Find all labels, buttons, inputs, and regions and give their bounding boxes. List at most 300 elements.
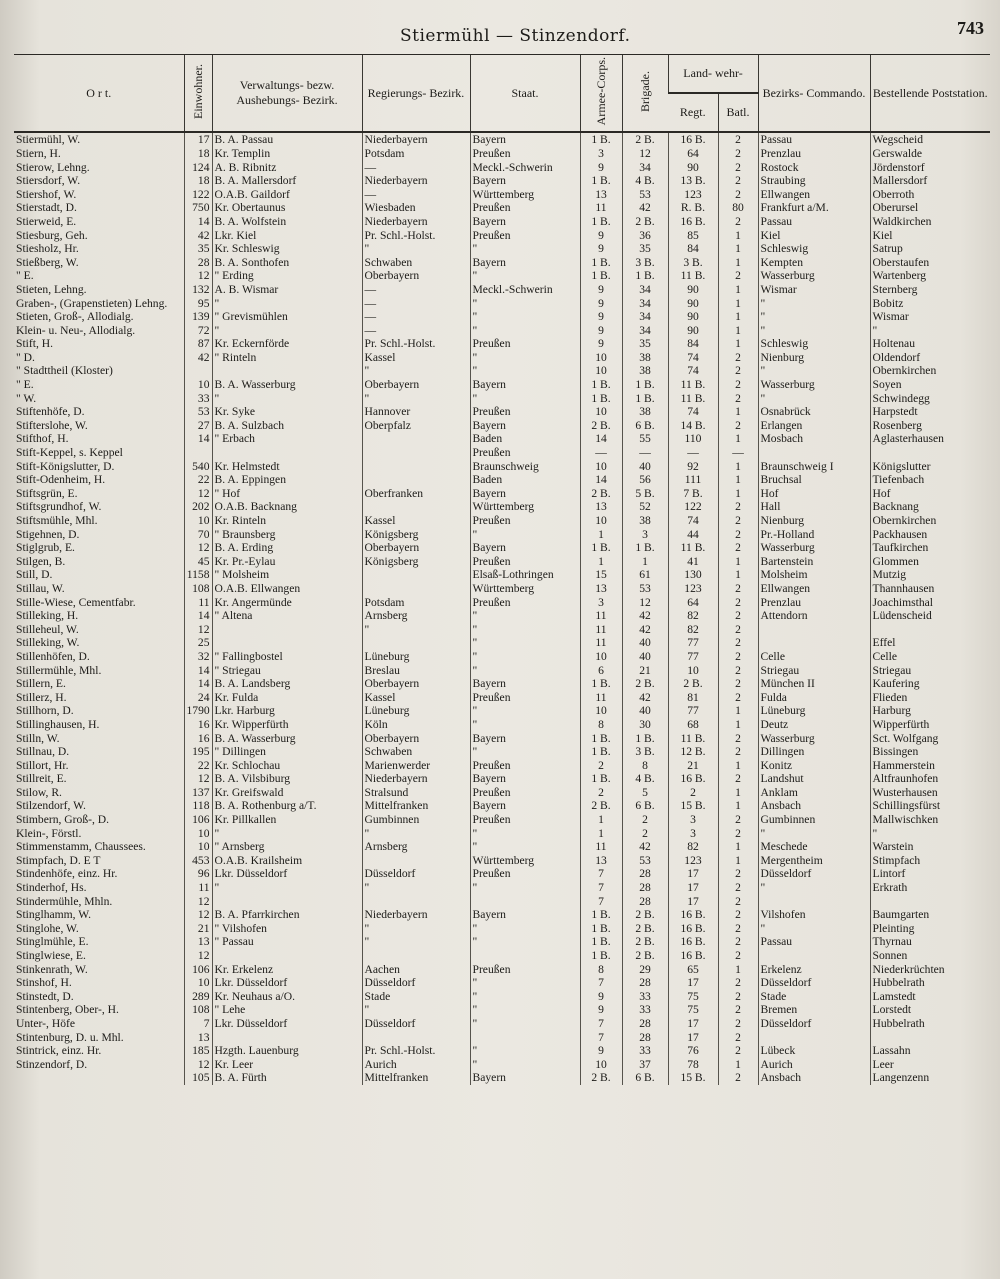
cell-staat: Preußen <box>470 786 580 800</box>
cell-bezirk: Prenzlau <box>758 596 870 610</box>
cell-post: Wipperfürth <box>870 718 990 732</box>
cell-post: Taufkirchen <box>870 541 990 555</box>
cell-regt: 16 B. <box>668 132 718 147</box>
cell-ort: Stille-Wiese, Cementfabr. <box>16 595 136 609</box>
cell-ort: Stiershof, W. <box>16 187 77 201</box>
cell-bezirk: Wasserburg <box>758 541 870 555</box>
cell-batl: 1 <box>718 759 758 773</box>
cell-regierung: Schwaben <box>362 745 470 759</box>
cell-regierung: " <box>362 392 470 406</box>
cell-brigade: 3 B. <box>622 256 668 270</box>
cell-bezirk: Osnabrück <box>758 405 870 419</box>
cell-armee: 9 <box>580 310 622 324</box>
cell-einwohner: 18 <box>184 174 212 188</box>
cell-einwohner: 14 <box>184 663 212 677</box>
cell-ort: Stinstedt, D. <box>16 989 74 1003</box>
cell-batl: 2 <box>718 378 758 392</box>
cell-verwaltung: O.A.B. Backnang <box>212 500 362 514</box>
cell-post: Thyrnau <box>870 935 990 949</box>
cell-post: Backnang <box>870 500 990 514</box>
cell-post: Kiel <box>870 228 990 242</box>
cell-batl: 2 <box>718 419 758 433</box>
cell-regt: 17 <box>668 976 718 990</box>
cell-batl: 1 <box>718 405 758 419</box>
table-row <box>14 827 990 841</box>
table-row <box>14 623 990 637</box>
cell-armee: 10 <box>580 514 622 528</box>
cell-brigade: 2 B. <box>622 132 668 147</box>
cell-brigade: 34 <box>622 324 668 338</box>
cell-einwohner: 95 <box>184 296 212 310</box>
cell-armee: 11 <box>580 201 622 215</box>
cell-armee: 14 <box>580 432 622 446</box>
cell-einwohner: 42 <box>184 351 212 365</box>
cell-batl: 2 <box>718 636 758 650</box>
cell-regierung: Arnsberg <box>362 609 470 623</box>
cell-ort: Stiersdorf, W. <box>16 174 81 188</box>
cell-ort: Stillnau, D. <box>16 745 70 759</box>
cell-regierung: Pr. Schl.-Holst. <box>362 228 470 242</box>
cell-ort: Stilleheul, W. <box>16 622 79 636</box>
cell-regierung: Potsdam <box>362 147 470 161</box>
cell-verwaltung: " Hof <box>212 487 362 501</box>
cell-einwohner: 42 <box>184 228 212 242</box>
cell-verwaltung: A. B. Wismar <box>212 283 362 297</box>
cell-einwohner: 12 <box>184 487 212 501</box>
cell-bezirk: Düsseldorf <box>758 976 870 990</box>
cell-post: Gerswalde <box>870 147 990 161</box>
col-header-armee: Armee-Corps. <box>580 55 622 133</box>
cell-regierung <box>362 568 470 582</box>
cell-regt: 90 <box>668 296 718 310</box>
cell-ort: Stinkenrath, W. <box>16 962 88 976</box>
cell-post: Warstein <box>870 840 990 854</box>
cell-verwaltung: " Altena <box>212 609 362 623</box>
cell-staat: Elsaß-Lothringen <box>470 568 580 582</box>
cell-staat: " <box>470 922 580 936</box>
cell-bezirk: Hall <box>758 500 870 514</box>
cell-post: Schwindegg <box>870 392 990 406</box>
table-row <box>14 840 990 854</box>
cell-staat: Bayern <box>470 419 580 433</box>
cell-batl: 2 <box>718 772 758 786</box>
cell-brigade: 30 <box>622 718 668 732</box>
cell-brigade: 42 <box>622 201 668 215</box>
cell-batl: 2 <box>718 691 758 705</box>
table-row <box>14 242 990 256</box>
cell-regt: 16 B. <box>668 908 718 922</box>
table-row <box>14 908 990 922</box>
cell-verwaltung: Kr. Fulda <box>212 691 362 705</box>
cell-post: Sct. Wolfgang <box>870 731 990 745</box>
cell-regt: 16 B. <box>668 935 718 949</box>
cell-batl: 2 <box>718 677 758 691</box>
table-row <box>14 132 990 147</box>
cell-verwaltung: Kr. Greifswald <box>212 786 362 800</box>
table-row <box>14 541 990 555</box>
cell-bezirk: Vilshofen <box>758 908 870 922</box>
cell-post: Kaufering <box>870 677 990 691</box>
cell-ort: Stimbern, Groß-, D. <box>16 813 110 827</box>
cell-ort: Stinglohe, W. <box>16 921 79 935</box>
cell-armee: 11 <box>580 691 622 705</box>
cell-einwohner: 70 <box>184 528 212 542</box>
cell-staat: Preußen <box>470 147 580 161</box>
cell-ort: " E. <box>16 269 34 283</box>
cell-batl: 2 <box>718 392 758 406</box>
cell-bezirk <box>758 1031 870 1045</box>
table-row <box>14 269 990 283</box>
cell-regt: 17 <box>668 867 718 881</box>
table-row <box>14 174 990 188</box>
cell-regt: 130 <box>668 568 718 582</box>
cell-brigade: 42 <box>622 623 668 637</box>
cell-staat: " <box>470 1017 580 1031</box>
cell-einwohner: 87 <box>184 337 212 351</box>
cell-armee: 8 <box>580 963 622 977</box>
cell-regierung: Stralsund <box>362 786 470 800</box>
cell-batl: 1 <box>718 256 758 270</box>
cell-einwohner: 35 <box>184 242 212 256</box>
cell-ort: Stierweid, E. <box>16 214 77 228</box>
cell-einwohner: 45 <box>184 555 212 569</box>
cell-ort: Stieten, Groß-, Allodialg. <box>16 310 134 324</box>
cell-regt: 78 <box>668 1058 718 1072</box>
cell-post <box>870 895 990 909</box>
cell-verwaltung: Kr. Helmstedt <box>212 460 362 474</box>
cell-regierung: Düsseldorf <box>362 1017 470 1031</box>
cell-post <box>870 623 990 637</box>
cell-brigade: 2 B. <box>622 935 668 949</box>
cell-bezirk: Nienburg <box>758 351 870 365</box>
cell-brigade: 6 B. <box>622 799 668 813</box>
cell-bezirk: Stade <box>758 990 870 1004</box>
table-row <box>14 392 990 406</box>
cell-brigade: 28 <box>622 881 668 895</box>
cell-post: Jördenstorf <box>870 161 990 175</box>
running-head <box>0 18 1000 48</box>
cell-einwohner: 12 <box>184 908 212 922</box>
table-row <box>14 310 990 324</box>
cell-bezirk: Ellwangen <box>758 582 870 596</box>
cell-post: Baumgarten <box>870 908 990 922</box>
cell-ort: Stifthof, H. <box>16 432 69 446</box>
cell-verwaltung: " Erbach <box>212 432 362 446</box>
cell-einwohner: 453 <box>184 854 212 868</box>
col-header-staat: Staat. <box>470 55 580 133</box>
table-row <box>14 990 990 1004</box>
cell-ort: Still, D. <box>16 568 53 582</box>
table-row <box>14 1017 990 1031</box>
table-row <box>14 1003 990 1017</box>
cell-regierung <box>362 854 470 868</box>
cell-regt: 15 B. <box>668 1071 718 1085</box>
cell-einwohner: 14 <box>184 609 212 623</box>
cell-ort: Stinglhamm, W. <box>16 908 92 922</box>
cell-post: Königslutter <box>870 460 990 474</box>
cell-staat: " <box>470 935 580 949</box>
cell-regt: 64 <box>668 147 718 161</box>
cell-einwohner: 53 <box>184 405 212 419</box>
cell-armee: 2 B. <box>580 419 622 433</box>
cell-einwohner: 13 <box>184 1031 212 1045</box>
cell-bezirk: Schleswig <box>758 337 870 351</box>
cell-batl: 2 <box>718 895 758 909</box>
cell-ort: Stindermühle, Mhln. <box>16 894 113 908</box>
cell-verwaltung: Kr. Leer <box>212 1058 362 1072</box>
cell-regierung: Schwaben <box>362 256 470 270</box>
cell-armee: 15 <box>580 568 622 582</box>
cell-brigade: 2 B. <box>622 908 668 922</box>
cell-ort: Stilow, R. <box>16 785 62 799</box>
cell-ort: Stindenhöfe, einz. Hr. <box>16 867 118 881</box>
cell-regt: 2 B. <box>668 677 718 691</box>
cell-regt: 90 <box>668 324 718 338</box>
cell-regt: 74 <box>668 514 718 528</box>
col-header-bezirk: Bezirks- Commando. <box>758 55 870 133</box>
cell-armee: 11 <box>580 840 622 854</box>
cell-einwohner: 12 <box>184 623 212 637</box>
table-row <box>14 609 990 623</box>
cell-verwaltung: " Dillingen <box>212 745 362 759</box>
cell-batl: 1 <box>718 840 758 854</box>
col-header-verwaltung: Verwaltungs- bezw. Aushebungs- Bezirk. <box>212 55 362 133</box>
cell-regt: 122 <box>668 500 718 514</box>
cell-brigade: — <box>622 446 668 460</box>
table-row <box>14 215 990 229</box>
cell-ort: Stift-Odenheim, H. <box>16 473 106 487</box>
table-row <box>14 487 990 501</box>
cell-regt: 77 <box>668 636 718 650</box>
cell-verwaltung: B. A. Wasserburg <box>212 378 362 392</box>
table-row <box>14 324 990 338</box>
cell-batl: — <box>718 446 758 460</box>
cell-batl: 80 <box>718 201 758 215</box>
cell-post: Joachimsthal <box>870 596 990 610</box>
cell-regierung: " <box>362 881 470 895</box>
cell-regierung: Niederbayern <box>362 132 470 147</box>
cell-brigade: 28 <box>622 1031 668 1045</box>
cell-staat: Bayern <box>470 215 580 229</box>
cell-einwohner: 28 <box>184 256 212 270</box>
table-row <box>14 405 990 419</box>
cell-regt: 111 <box>668 473 718 487</box>
cell-staat: Bayern <box>470 174 580 188</box>
cell-bezirk: Aurich <box>758 1058 870 1072</box>
cell-staat: Preußen <box>470 813 580 827</box>
cell-regt: 84 <box>668 337 718 351</box>
cell-post: Hubbelrath <box>870 1017 990 1031</box>
cell-regierung: Aurich <box>362 1058 470 1072</box>
cell-ort: " W. <box>16 391 37 405</box>
cell-staat: Bayern <box>470 772 580 786</box>
cell-regt: 84 <box>668 242 718 256</box>
cell-bezirk: Fulda <box>758 691 870 705</box>
cell-brigade: 61 <box>622 568 668 582</box>
cell-regierung: Stade <box>362 990 470 1004</box>
cell-bezirk: " <box>758 922 870 936</box>
cell-verwaltung: " Passau <box>212 935 362 949</box>
table-row <box>14 759 990 773</box>
cell-verwaltung: B. A. Vilsbiburg <box>212 772 362 786</box>
cell-batl: 2 <box>718 609 758 623</box>
cell-armee: 1 B. <box>580 949 622 963</box>
cell-brigade: 56 <box>622 473 668 487</box>
cell-staat: " <box>470 718 580 732</box>
cell-post: Mutzig <box>870 568 990 582</box>
cell-brigade: 2 <box>622 827 668 841</box>
cell-post: Obernkirchen <box>870 514 990 528</box>
cell-regierung: Mittelfranken <box>362 799 470 813</box>
cell-einwohner: 185 <box>184 1044 212 1058</box>
cell-einwohner: 540 <box>184 460 212 474</box>
col-header-ort: O r t. <box>14 55 184 133</box>
col-header-brigade: Brigade. <box>622 55 668 133</box>
cell-brigade: 53 <box>622 582 668 596</box>
cell-post: Striegau <box>870 663 990 677</box>
cell-brigade: 35 <box>622 337 668 351</box>
cell-brigade: 1 B. <box>622 541 668 555</box>
cell-staat: " <box>470 364 580 378</box>
cell-post: Packhausen <box>870 528 990 542</box>
cell-regierung <box>362 636 470 650</box>
cell-armee: 1 <box>580 555 622 569</box>
cell-ort: Stilleking, H. <box>16 609 79 623</box>
cell-einwohner <box>184 446 212 460</box>
cell-armee: 7 <box>580 895 622 909</box>
cell-regierung <box>362 473 470 487</box>
cell-post: Lamstedt <box>870 990 990 1004</box>
cell-post: Harpstedt <box>870 405 990 419</box>
cell-post: Aglasterhausen <box>870 432 990 446</box>
cell-ort: Stiern, H. <box>16 146 61 160</box>
cell-brigade: 34 <box>622 161 668 175</box>
cell-staat: " <box>470 663 580 677</box>
cell-bezirk: Passau <box>758 935 870 949</box>
cell-staat: " <box>470 392 580 406</box>
cell-batl: 2 <box>718 514 758 528</box>
cell-armee: 10 <box>580 351 622 365</box>
cell-einwohner: 12 <box>184 949 212 963</box>
cell-staat: Meckl.-Schwerin <box>470 161 580 175</box>
cell-post: Hubbelrath <box>870 976 990 990</box>
cell-brigade: 33 <box>622 990 668 1004</box>
cell-einwohner: 12 <box>184 895 212 909</box>
cell-post: Mallersdorf <box>870 174 990 188</box>
cell-ort: Stilleking, W. <box>16 636 80 650</box>
cell-regierung: — <box>362 310 470 324</box>
cell-regt: 3 <box>668 813 718 827</box>
cell-regierung: " <box>362 364 470 378</box>
cell-einwohner: 750 <box>184 201 212 215</box>
col-header-post: Bestellende Poststation. <box>870 55 990 133</box>
cell-batl: 1 <box>718 963 758 977</box>
cell-regierung: Arnsberg <box>362 840 470 854</box>
cell-regierung: Pr. Schl.-Holst. <box>362 337 470 351</box>
cell-einwohner: 7 <box>184 1017 212 1031</box>
cell-verwaltung: " Lehe <box>212 1003 362 1017</box>
cell-ort: Stiftenhöfe, D. <box>16 405 85 419</box>
cell-armee: 1 B. <box>580 677 622 691</box>
cell-bezirk: Deutz <box>758 718 870 732</box>
cell-ort: Stillern, E. <box>16 677 66 691</box>
cell-regierung: Marienwerder <box>362 759 470 773</box>
cell-einwohner: 21 <box>184 922 212 936</box>
cell-einwohner: 14 <box>184 215 212 229</box>
cell-brigade: 1 B. <box>622 269 668 283</box>
cell-armee: 1 <box>580 528 622 542</box>
cell-ort: Stinglwiese, E. <box>16 949 86 962</box>
cell-armee: 1 B. <box>580 378 622 392</box>
cell-brigade: 34 <box>622 296 668 310</box>
cell-regierung <box>362 432 470 446</box>
cell-einwohner: 72 <box>184 324 212 338</box>
cell-verwaltung: Lkr. Kiel <box>212 228 362 242</box>
cell-armee: 7 <box>580 867 622 881</box>
cell-post: Hof <box>870 487 990 501</box>
cell-brigade: 2 B. <box>622 677 668 691</box>
cell-armee: 9 <box>580 228 622 242</box>
cell-regt: 10 <box>668 663 718 677</box>
table-row <box>14 473 990 487</box>
cell-brigade: 55 <box>622 432 668 446</box>
cell-brigade: 28 <box>622 867 668 881</box>
cell-staat: Württemberg <box>470 500 580 514</box>
cell-bezirk <box>758 895 870 909</box>
cell-verwaltung: " Molsheim <box>212 568 362 582</box>
cell-verwaltung: Lkr. Düsseldorf <box>212 976 362 990</box>
col-header-einwohner: Einwohner. <box>184 55 212 133</box>
cell-ort: " D. <box>16 350 35 364</box>
table-row <box>14 582 990 596</box>
cell-batl: 2 <box>718 922 758 936</box>
cell-ort: Unter-, Höfe <box>16 1016 75 1030</box>
cell-post: Soyen <box>870 378 990 392</box>
cell-batl: 2 <box>718 650 758 664</box>
cell-verwaltung: O.A.B. Krailsheim <box>212 854 362 868</box>
cell-batl: 2 <box>718 990 758 1004</box>
col-header-regt: Regt. <box>668 93 718 132</box>
cell-batl: 1 <box>718 854 758 868</box>
cell-post: Sonnen <box>870 949 990 963</box>
cell-verwaltung <box>212 623 362 637</box>
cell-staat: " <box>470 990 580 1004</box>
cell-bezirk: " <box>758 364 870 378</box>
cell-regt: 64 <box>668 596 718 610</box>
page-number: 743 <box>957 18 984 38</box>
cell-batl: 1 <box>718 337 758 351</box>
cell-verwaltung: Kr. Templin <box>212 147 362 161</box>
cell-post <box>870 1031 990 1045</box>
cell-einwohner: 12 <box>184 269 212 283</box>
cell-armee: 7 <box>580 1031 622 1045</box>
cell-bezirk: Meschede <box>758 840 870 854</box>
cell-batl: 2 <box>718 500 758 514</box>
cell-batl: 2 <box>718 908 758 922</box>
cell-regierung: — <box>362 161 470 175</box>
cell-bezirk: Lüneburg <box>758 704 870 718</box>
cell-verwaltung: " Grevismühlen <box>212 310 362 324</box>
cell-regt: 74 <box>668 364 718 378</box>
cell-verwaltung: Kr. Syke <box>212 405 362 419</box>
cell-bezirk: Landshut <box>758 772 870 786</box>
cell-brigade: 3 B. <box>622 745 668 759</box>
cell-verwaltung: B. A. Landsberg <box>212 677 362 691</box>
cell-staat: " <box>470 704 580 718</box>
cell-regierung: Kassel <box>362 351 470 365</box>
cell-post: Harburg <box>870 704 990 718</box>
cell-batl: 2 <box>718 1031 758 1045</box>
